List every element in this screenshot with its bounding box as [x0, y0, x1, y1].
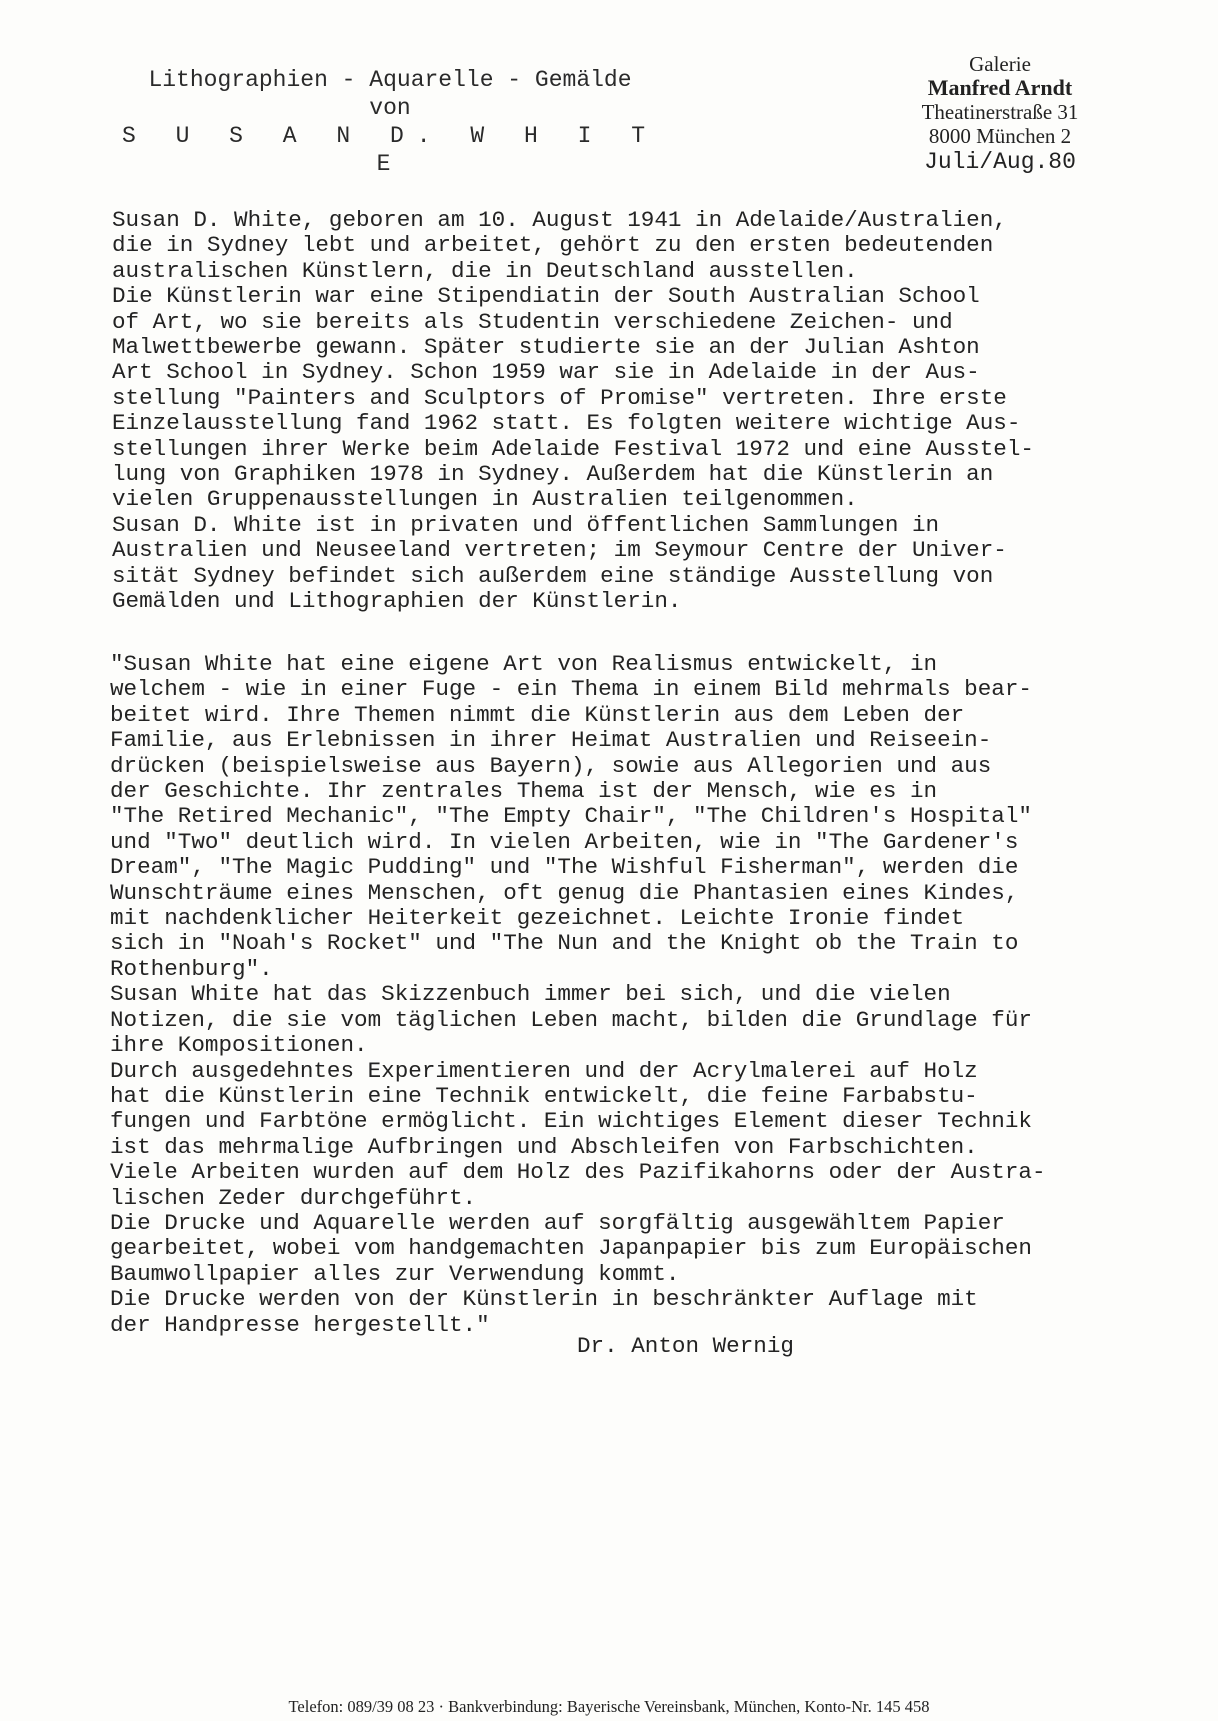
letterhead-galerie: Galerie: [969, 52, 1031, 76]
quote-line: gearbeitet, wobei vom handgemachten Japanpapier bis zum Europäischen: [110, 1235, 1032, 1262]
bio-line: die in Sydney lebt und arbeitet, gehört zu den ersten bedeutenden: [112, 232, 994, 259]
letterhead-date: Juli/Aug.80: [924, 149, 1076, 175]
bio-line: Australien und Neuseeland vertreten; im Seymour Centre der Univer-: [112, 537, 1007, 564]
quote-line: hat die Künstlerin eine Technik entwickelt, die feine Farbabstu-: [110, 1082, 978, 1109]
letterhead-footer: Telefon: 089/39 08 23 · Bankverbindung: Bayerische Vereinsbank, München, Konto-Nr. 145 458: [288, 1697, 930, 1716]
quote-line: Die Drucke und Aquarelle werden auf sorgfältig ausgewähltem Papier: [110, 1209, 1005, 1236]
quote-line: der Handpresse hergestellt.": [110, 1311, 490, 1338]
quote-line: beitet wird. Ihre Themen nimmt die Künstlerin aus dem Leben der: [110, 701, 965, 728]
quote-line: Rothenburg".: [110, 955, 273, 982]
bio-line: vielen Gruppenausstellungen in Australien teilgenommen.: [112, 486, 858, 513]
biography-paragraph: [112, 208, 1152, 615]
quote-line: Susan White hat das Skizzenbuch immer bei sich, und die vielen: [110, 981, 951, 1008]
quote-line: mit nachdenklicher Heiterkeit gezeichnet. Leichte Ironie findet: [110, 905, 965, 932]
bio-line: Die Künstlerin war eine Stipendiatin der South Australian School: [112, 283, 980, 310]
bio-line: sität Sydney befindet sich außerdem eine ständige Ausstellung von: [112, 562, 994, 589]
quote-line: Familie, aus Erlebnissen in ihrer Heimat Australien und Reiseein-: [110, 727, 992, 754]
quote-line: Baumwollpapier alles zur Verwendung kommt.: [110, 1260, 680, 1287]
bio-line: Gemälden und Lithographien der Künstlerin.: [112, 588, 682, 615]
document-title: [110, 66, 670, 178]
title-line-artist: S U S A N D. W H I T E: [121, 123, 659, 177]
quote-line: Wunschträume eines Menschen, oft genug die Phantasien eines Kindes,: [110, 879, 1019, 906]
quote-line: und "Two" deutlich wird. In vielen Arbeiten, wie in "The Gardener's: [110, 828, 1019, 855]
letterhead-gallery-name: Manfred Arndt: [927, 75, 1073, 100]
quote-line: der Geschichte. Ihr zentrales Thema ist der Mensch, wie es in: [110, 778, 938, 805]
quote-line: ihre Kompositionen.: [110, 1032, 368, 1059]
quote-line: drücken (beispielsweise aus Bayern), sowie aus Allegorien und aus: [110, 752, 992, 779]
bio-line: Susan D. White, geboren am 10. August 1941 in Adelaide/Australien,: [112, 207, 1007, 233]
bio-line: Art School in Sydney. Schon 1959 war sie in Adelaide in der Aus-: [112, 359, 980, 386]
bio-line: stellungen ihrer Werke beim Adelaide Festival 1972 und eine Ausstel-: [112, 435, 1034, 462]
bio-line: stellung "Painters and Sculptors of Promise" vertreten. Ihre erste: [112, 384, 1007, 411]
quote-line: Dream", "The Magic Pudding" und "The Wishful Fisherman", werden die: [110, 854, 1019, 881]
bio-line: Einzelausstellung fand 1962 statt. Es folgten weitere wichtige Aus-: [112, 410, 1021, 437]
bio-line: Malwettbewerbe gewann. Später studierte sie an der Julian Ashton: [112, 334, 980, 361]
quote-line: Die Drucke werden von der Künstlerin in beschränkter Auflage mit: [110, 1286, 978, 1313]
gallery-letterhead: [900, 52, 1100, 176]
bio-line: Susan D. White ist in privaten und öffentlichen Sammlungen in: [112, 511, 940, 538]
quote-line: ist das mehrmalige Aufbringen und Abschleifen von Farbschichten.: [110, 1133, 978, 1160]
title-line-media: Lithographien - Aquarelle - Gemälde: [148, 67, 632, 93]
letterhead-street: Theatinerstraße 31: [921, 100, 1079, 124]
bio-line: of Art, wo sie bereits als Studentin verschiedene Zeichen- und: [112, 308, 953, 335]
bio-line: lung von Graphiken 1978 in Sydney. Außerdem hat die Künstlerin an: [112, 461, 994, 488]
quote-line: fungen und Farbtöne ermöglicht. Ein wichtiges Element dieser Technik: [110, 1108, 1032, 1135]
quote-line: Notizen, die sie vom täglichen Leben macht, bilden die Grundlage für: [110, 1006, 1032, 1033]
quote-line: Durch ausgedehntes Experimentieren und der Acrylmalerei auf Holz: [110, 1057, 978, 1084]
quote-line: Viele Arbeiten wurden auf dem Holz des Pazifikahorns oder der Austra-: [110, 1159, 1046, 1186]
author-signature: Dr. Anton Wernig: [577, 1333, 794, 1359]
quote-line: welchem - wie in einer Fuge - ein Thema in einem Bild mehrmals bear-: [110, 676, 1032, 703]
critic-quote: [110, 652, 1150, 1338]
quote-line: sich in "Noah's Rocket" und "The Nun and the Knight ob the Train to: [110, 930, 1019, 957]
quote-line: "The Retired Mechanic", "The Empty Chair", "The Children's Hospital": [110, 803, 1032, 830]
quote-line: lischen Zeder durchgeführt.: [110, 1184, 477, 1211]
quote-line: "Susan White hat eine eigene Art von Realismus entwickelt, in: [110, 651, 938, 677]
bio-line: australischen Künstlern, die in Deutschland ausstellen.: [112, 257, 858, 284]
letterhead-city: 8000 München 2: [928, 124, 1072, 148]
title-line-von: von: [369, 95, 411, 121]
